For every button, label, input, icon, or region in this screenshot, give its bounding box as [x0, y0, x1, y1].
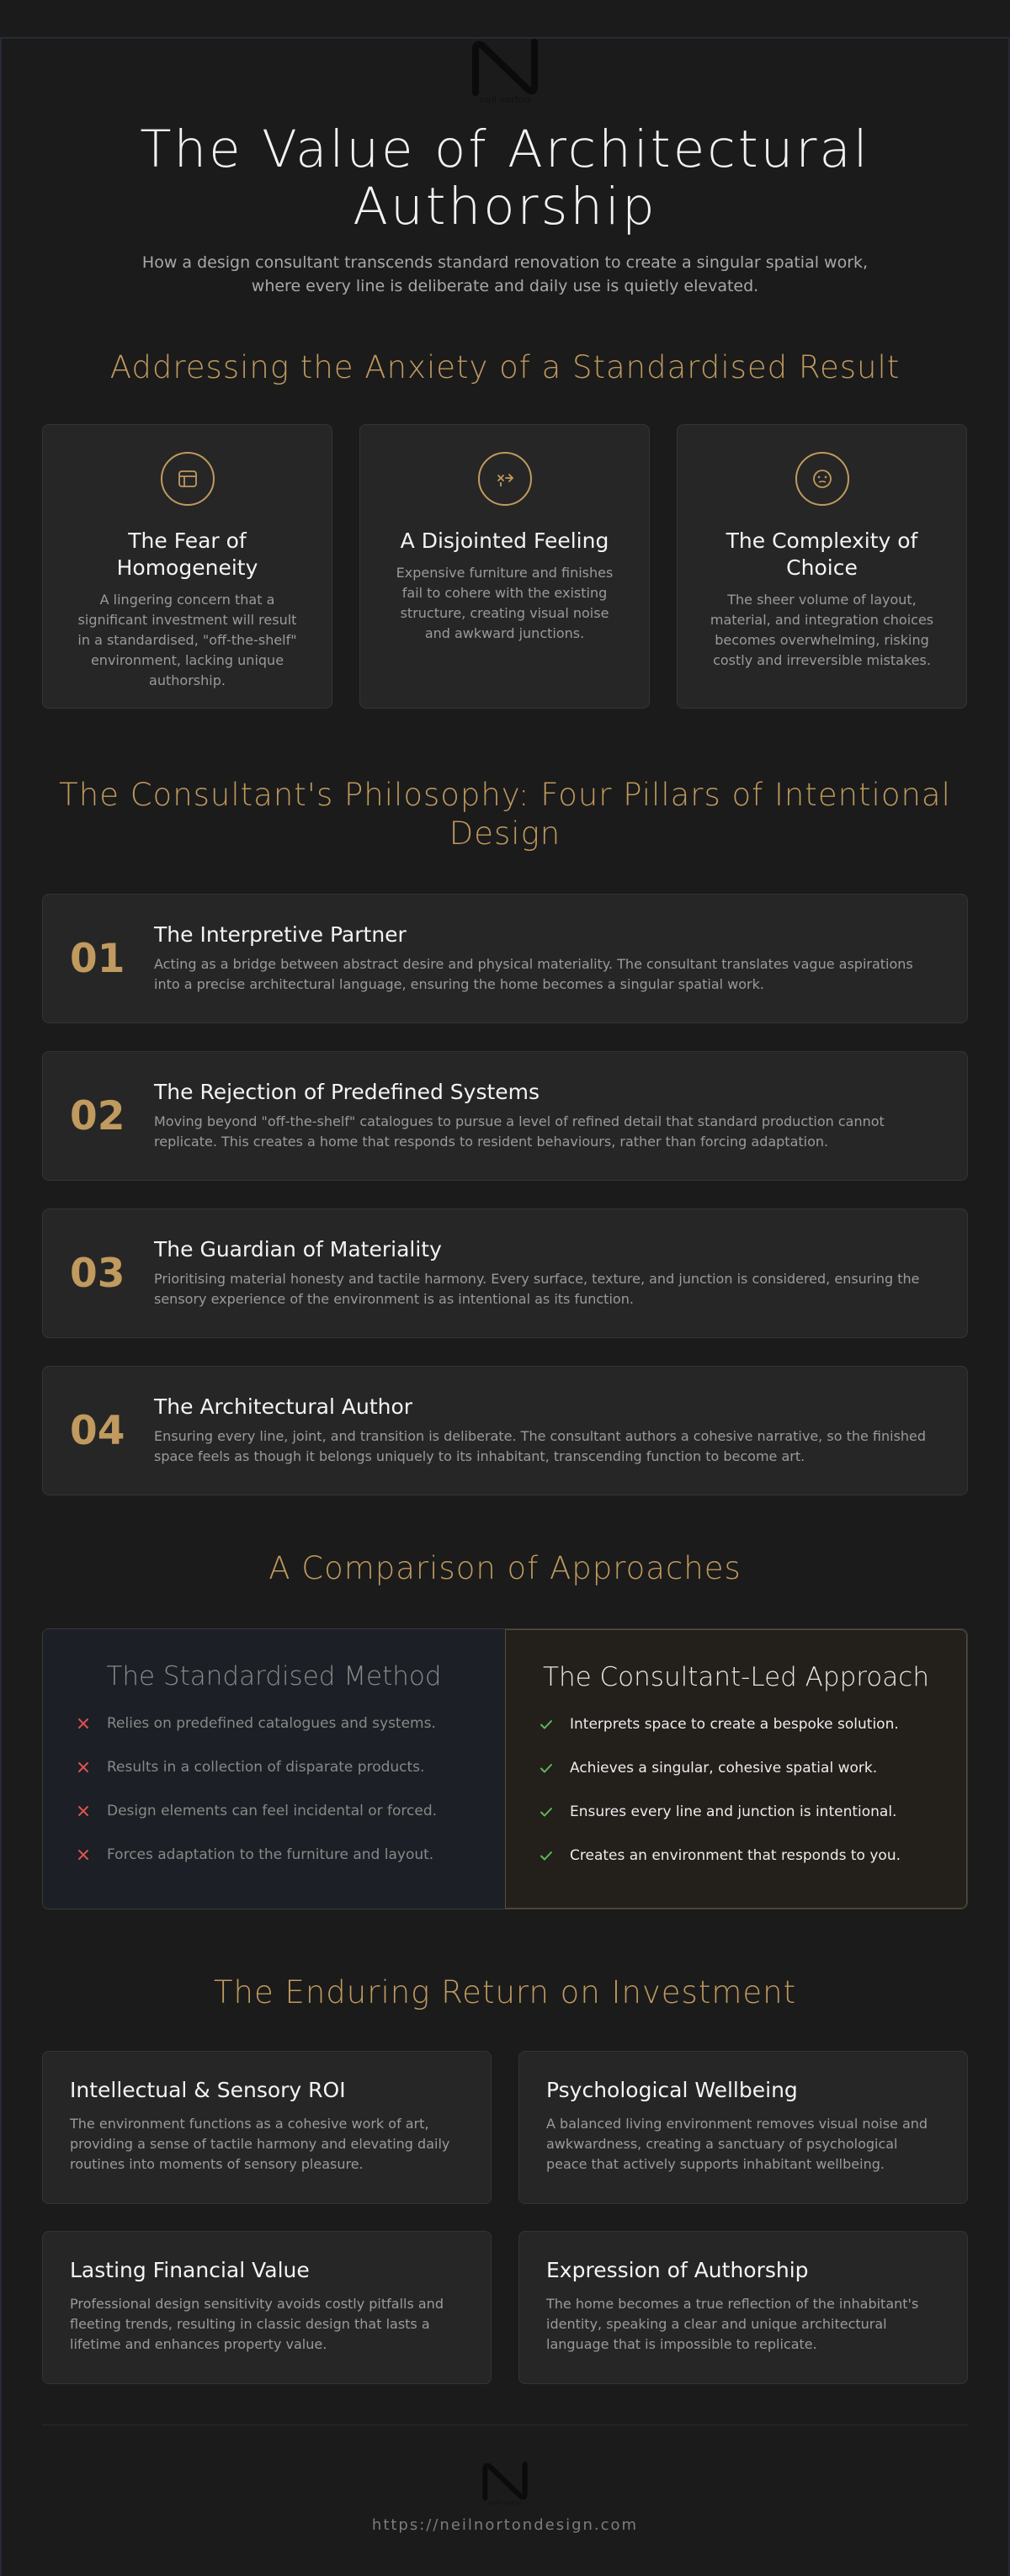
page-title: The Value of Architectural Authorship [140, 120, 870, 236]
anxiety-section-title: Addressing the Anxiety of a Standardised Result [109, 349, 901, 385]
dizzy-face-icon [795, 452, 849, 506]
standard-method-title: The Standardised Method [106, 1661, 442, 1692]
list-item [540, 1714, 933, 1734]
pillar-number: 03 [70, 1250, 125, 1297]
cross-icon [77, 1717, 107, 1730]
pillar-number: 01 [70, 935, 125, 982]
consultant-approach-title: The Consultant-Led Approach [543, 1662, 929, 1692]
anxiety-card [677, 424, 967, 709]
anxiety-card-title: A Disjointed Feeling [400, 528, 609, 553]
cross-icon [77, 1761, 107, 1774]
roi-card [518, 2231, 968, 2384]
footer-website-link[interactable]: https://neilnortondesign.com [371, 2516, 639, 2534]
list-item-text: Creates an environment that responds to you. [570, 1847, 901, 1864]
check-icon [540, 1849, 570, 1862]
list-item-text: Forces adaptation to the furniture and layout. [107, 1846, 434, 1863]
comparison-section-title: A Comparison of Approaches [268, 1550, 742, 1586]
roi-card-title: Intellectual & Sensory ROI [70, 2078, 346, 2102]
brand-wordmark: neil norton [480, 94, 530, 104]
pillar-text: Prioritising material honesty and tactile harmony. Every surface, texture, and junction is considered, ensuring the sensory experience of the environment is as intentional as its function. [154, 1271, 920, 1307]
list-item [77, 1757, 471, 1777]
roi-card-text: A balanced living environment removes visual noise and awkwardness, creating a sanctuary of psychological peace that actively supports inhabitant wellbeing. [546, 2116, 928, 2172]
disjointed-tools-icon [478, 452, 532, 506]
pillar-title: The Architectural Author [154, 1394, 413, 1419]
list-item [77, 1845, 471, 1865]
list-item [540, 1846, 933, 1866]
brand-logo [467, 37, 543, 104]
list-item-text: Ensures every line and junction is intentional. [570, 1803, 897, 1820]
pillar-title: The Interpretive Partner [154, 922, 407, 947]
list-item [540, 1802, 933, 1822]
anxiety-card-title: The Fear of Homogeneity [116, 528, 258, 580]
pillars-section-title: The Consultant's Philosophy: Four Pillars of Intentional Design [59, 777, 951, 852]
anxiety-card-title: The Complexity of Choice [726, 528, 918, 580]
pillar-card [42, 1051, 968, 1181]
anxiety-card [359, 424, 650, 709]
list-item-text: Results in a collection of disparate products. [107, 1759, 425, 1776]
cross-icon [77, 1804, 107, 1818]
anxiety-card-text: A lingering concern that a significant investment will result in a standardised, "off-the-shelf" environment, lacking unique authorship. [77, 592, 297, 688]
roi-card-title: Expression of Authorship [546, 2258, 809, 2282]
anxiety-cards [42, 424, 968, 709]
list-item-text: Interprets space to create a bespoke solution. [570, 1716, 899, 1733]
check-icon [540, 1761, 570, 1775]
roi-card [42, 2051, 492, 2204]
pillar-number: 04 [70, 1407, 125, 1454]
pillar-card [42, 1366, 968, 1495]
footer-logo [479, 2461, 531, 2506]
cross-icon [77, 1848, 107, 1862]
page-container [42, 37, 968, 2534]
roi-card-title: Lasting Financial Value [70, 2258, 310, 2282]
roi-card [518, 2051, 968, 2204]
consultant-approach-column [505, 1629, 967, 1909]
pillar-card [42, 1208, 968, 1338]
list-item [77, 1801, 471, 1821]
roi-card-text: Professional design sensitivity avoids costly pitfalls and fleeting trends, resulting in classic design that lasts a lifetime and enhances property value. [70, 2296, 444, 2352]
pillar-text: Moving beyond "off-the-shelf" catalogues to pursue a level of refined detail that standard production cannot replicate. This creates a home that responds to resident behaviours, rather than forcing adaptation. [154, 1113, 885, 1150]
roi-card-text: The environment functions as a cohesive work of art, providing a sense of tactile harmony and elevating daily routines into moments of sensory pleasure. [70, 2116, 450, 2172]
list-item-text: Achieves a singular, cohesive spatial work. [570, 1760, 878, 1777]
pillars-list [42, 894, 968, 1495]
footer-wordmark: neil norton [487, 2499, 523, 2506]
list-item [540, 1758, 933, 1778]
pillar-title: The Guardian of Materiality [154, 1237, 442, 1261]
standard-method-column [43, 1629, 505, 1909]
roi-card-text: The home becomes a true reflection of the inhabitant's identity, speaking a clear and unique architectural language that is impossible to replicate. [546, 2296, 919, 2352]
anxiety-card [42, 424, 332, 709]
pillar-number: 02 [70, 1092, 125, 1139]
anxiety-card-text: The sheer volume of layout, material, and integration choices becomes overwhelming, risking costly and irreversible mistakes. [710, 592, 934, 668]
check-icon [540, 1718, 570, 1731]
list-item-text: Design elements can feel incidental or forced. [107, 1803, 438, 1819]
anxiety-card-text: Expensive furniture and finishes fail to cohere with the existing structure, creating visual noise and awkward junctions. [396, 565, 614, 641]
roi-cards [42, 2051, 968, 2384]
pillar-text: Ensuring every line, joint, and transition is deliberate. The consultant authors a cohesive narrative, so the finished space feels as though it belongs uniquely to its inhabitant, transcending function to become art. [154, 1428, 927, 1464]
comparison-table [42, 1628, 968, 1909]
check-icon [540, 1805, 570, 1819]
roi-card [42, 2231, 492, 2384]
roi-card-title: Psychological Wellbeing [546, 2078, 798, 2102]
page-subtitle: How a design consultant transcends standard renovation to create a singular spatial work, where every line is deliberate and daily use is quietly elevated. [141, 253, 869, 295]
roi-section-title: The Enduring Return on Investment [213, 1974, 797, 2010]
list-item [77, 1713, 471, 1734]
pillar-text: Acting as a bridge between abstract desire and physical materiality. The consultant translates vague aspirations into a precise architectural language, ensuring the home becomes a singular spatial work. [154, 956, 913, 992]
list-item-text: Relies on predefined catalogues and systems. [107, 1715, 436, 1732]
box-icon [161, 452, 215, 506]
pillar-title: The Rejection of Predefined Systems [154, 1080, 540, 1104]
pillar-card [42, 894, 968, 1023]
